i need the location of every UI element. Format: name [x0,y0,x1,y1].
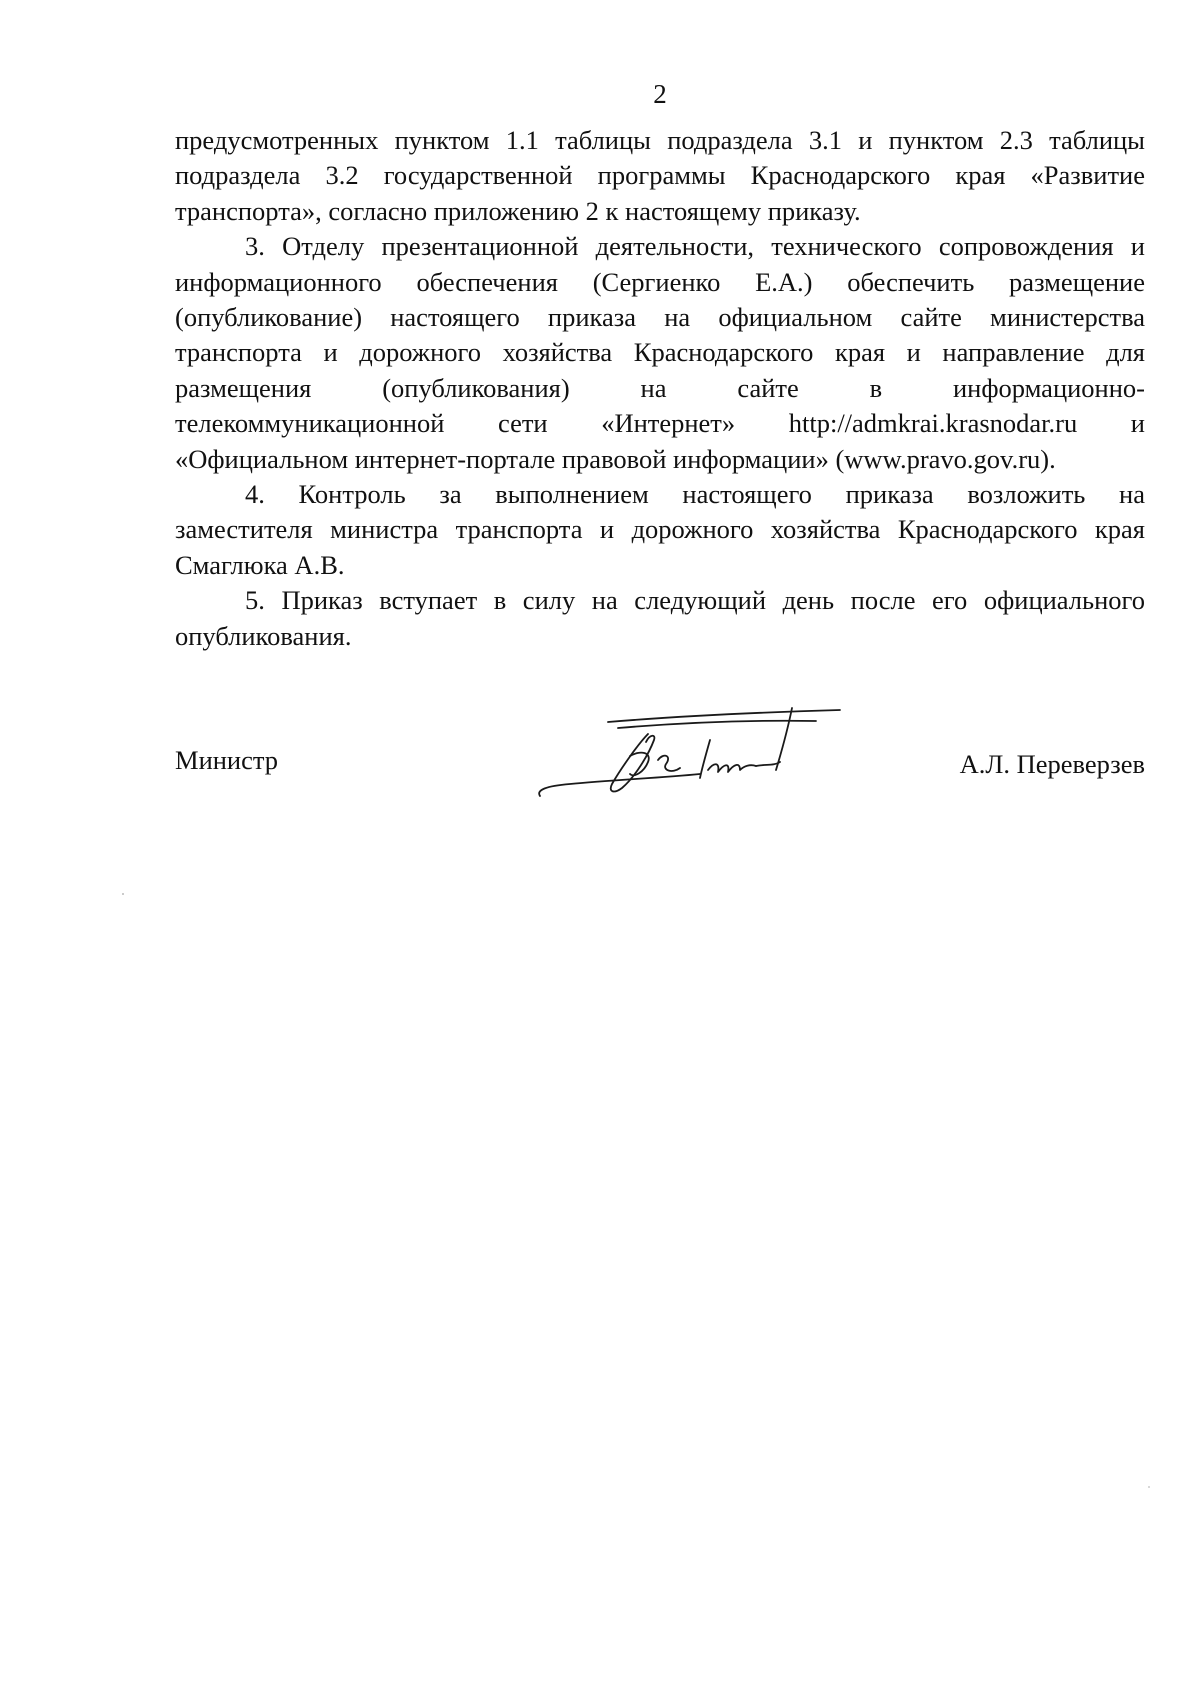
text-line: опубликования. [175,620,352,651]
paragraph-continuation [175,123,1145,229]
signature-graphic [530,700,870,810]
signer-name: А.Л. Переверзев [959,749,1145,779]
handwritten-signature [530,700,870,810]
page-number: 2 [653,79,667,109]
paragraph-item-3 [175,229,1145,477]
document-body [175,123,1145,654]
text-line: заместителя министра транспорта и дорожного хозяйства Краснодарского края [175,514,1145,545]
text-line: Смаглюка А.В. [175,549,345,580]
text-line: 4. Контроль за выполнением настоящего приказа возложить на [245,479,1145,510]
text-line: «Официальном интернет-портале правовой информации» (www.pravo.gov.ru). [175,443,1056,474]
text-line: информационного обеспечения (Сергиенко Е.А.) обеспечить размещение [175,266,1145,297]
text-line: 5. Приказ вступает в силу на следующий день после его официального [245,585,1145,616]
scan-speck [1148,1486,1150,1488]
text-line: подраздела 3.2 государственной программы Краснодарского края «Развитие [175,160,1145,191]
text-line: транспорта и дорожного хозяйства Краснодарского края и направление для [175,337,1145,368]
paragraph-item-5 [175,583,1145,654]
text-line: предусмотренных пунктом 1.1 таблицы подраздела 3.1 и пунктом 2.3 таблицы [175,125,1145,155]
text-line: 3. Отделу презентационной деятельности, технического сопровождения и [245,231,1145,262]
text-line: транспорта», согласно приложению 2 к настоящему приказу. [175,195,861,226]
text-line: телекоммуникационной сети «Интернет» http://admkrai.krasnodar.ru и [175,408,1145,439]
signer-position: Министр [175,745,279,775]
scan-speck [122,893,124,895]
text-line: (опубликование) настоящего приказа на официальном сайте министерства [175,302,1145,333]
text-line: размещения (опубликования) на сайте в информационно- [175,372,1145,403]
signature-block [175,700,1145,810]
paragraph-item-4 [175,477,1145,583]
